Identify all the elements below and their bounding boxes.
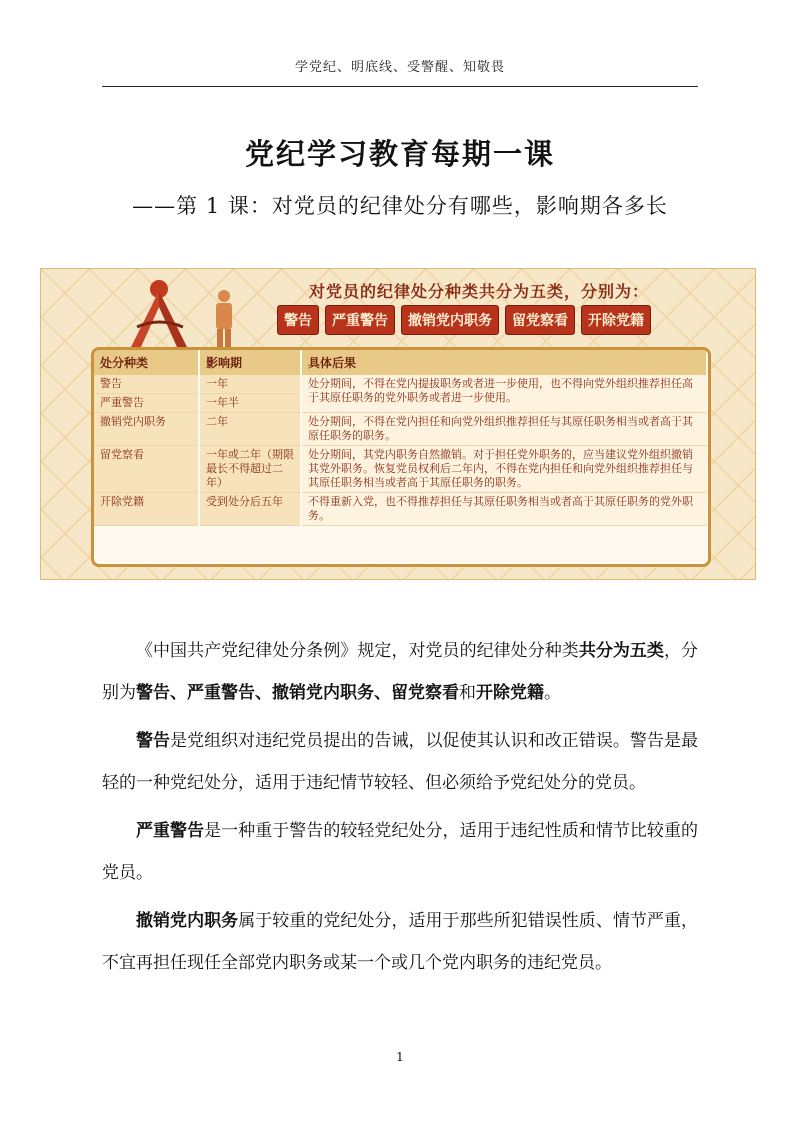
cell-consequence: 处分期间，其党内职务自然撤销。对于担任党外职务的，应当建议党外组织撤销其党外职务。恢复党员权利后二年内，不得在党内担任和向党外组织推荐担任与其原任职务相当或者高于其原任职务的职务。: [301, 446, 707, 493]
intro-text-a: 《中国共产党纪律处分条例》规定，对党员的纪律处分种类: [136, 641, 579, 661]
paragraph-serious-warning: [102, 810, 698, 894]
cell-type: 留党察看: [94, 446, 199, 493]
cell-period: 一年或二年（期限最长不得超过二年）: [199, 446, 301, 493]
cell-period: 一年: [199, 375, 301, 394]
cell-type: 警告: [94, 375, 199, 394]
document-title: 党纪学习教育每期一课: [244, 137, 555, 171]
tag-removal-from-post: 撤销党内职务: [401, 305, 499, 335]
cell-consequence: 处分期间，不得在党内提拔职务或者进一步使用，也不得向党外组织推荐担任高于其原任职务的党外职务或者进一步使用。: [301, 375, 707, 413]
table-row: [94, 493, 707, 526]
cell-type: 撤销党内职务: [94, 413, 199, 446]
cell-period: 受到处分后五年: [199, 493, 301, 526]
penalty-tag-list: [277, 305, 651, 335]
term-warning: 警告: [136, 731, 171, 751]
cell-period: 一年半: [199, 394, 301, 413]
paragraph-removal-from-post: [102, 900, 698, 984]
cell-type: 严重警告: [94, 394, 199, 413]
intro-bold-five-types: 共分为五类: [578, 641, 664, 661]
page-number: 1: [396, 1050, 404, 1064]
term-serious-warning: 严重警告: [136, 821, 205, 841]
cell-type: 开除党籍: [94, 493, 199, 526]
body-text: [102, 630, 698, 990]
intro-bold-expulsion: 开除党籍: [476, 683, 544, 703]
table-header-row: [94, 350, 707, 375]
serious-warning-text: 是一种重于警告的较轻党纪处分，适用于违纪性质和情节比较重的党员。: [102, 821, 698, 883]
tag-warning: 警告: [277, 305, 319, 335]
discipline-infographic: [40, 268, 756, 580]
cell-period: 二年: [199, 413, 301, 446]
cell-consequence: 不得重新入党，也不得推荐担任与其原任职务相当或者高于其原任职务的党外职务。: [301, 493, 707, 526]
intro-text-g: 。: [544, 683, 561, 703]
tag-expulsion: 开除党籍: [581, 305, 651, 335]
infographic-heading: 对党员的纪律处分种类共分为五类，分别为：: [309, 282, 650, 301]
table-row: [94, 413, 707, 446]
penalty-table: [94, 350, 708, 526]
removal-text: 属于较重的党纪处分，适用于那些所犯错误性质、情节严重，不宜再担任现任全部党内职务或某一个或几个党内职务的违纪党员。: [102, 911, 698, 973]
person-figure-icon: [209, 289, 239, 349]
intro-text-e: 和: [459, 683, 476, 703]
warning-text: 是党组织对违纪党员提出的告诫，以促使其认识和改正错误。警告是最轻的一种党纪处分，适用于违纪情节较轻、但必须给予党纪处分的党员。: [102, 731, 698, 793]
intro-bold-list: 警告、严重警告、撤销党内职务、留党察看: [136, 683, 459, 703]
tag-serious-warning: 严重警告: [325, 305, 395, 335]
tag-probation: 留党察看: [505, 305, 575, 335]
document-subtitle: ——第 1 课：对党员的纪律处分有哪些，影响期各多长: [132, 194, 668, 218]
paragraph-intro: [102, 630, 698, 714]
compass-emblem-icon: [123, 277, 203, 347]
header-type: 处分种类: [94, 350, 199, 375]
term-removal-from-post: 撤销党内职务: [136, 911, 239, 931]
header-period: 影响期: [199, 350, 301, 375]
cell-consequence: 处分期间，不得在党内担任和向党外组织推荐担任与其原任职务相当或者高于其原任职务的职务。: [301, 413, 707, 446]
header-divider: [102, 86, 698, 87]
header-consequence: 具体后果: [301, 350, 707, 375]
page-header: 学党纪、明底线、受警醒、知敬畏: [294, 60, 505, 75]
table-row: [94, 375, 707, 394]
penalty-table-frame: [91, 347, 711, 567]
paragraph-warning: [102, 720, 698, 804]
intro-text-c: ，分别为: [102, 641, 698, 703]
table-row: [94, 446, 707, 493]
